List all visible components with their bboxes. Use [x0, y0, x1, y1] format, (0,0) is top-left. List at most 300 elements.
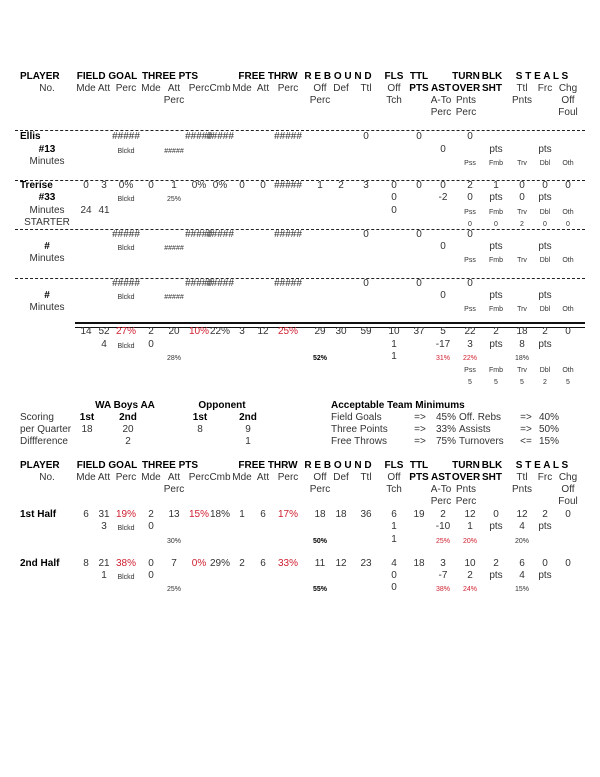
cell-to: 1 — [467, 521, 473, 532]
cell-frc: pts — [538, 192, 552, 203]
cell-ast: 38% — [435, 586, 451, 593]
cell-to: 12 — [464, 509, 476, 520]
cell-reb-off: Off — [313, 472, 327, 483]
cell-st-ttl: 8 — [519, 339, 525, 350]
cell-cmb: 18% — [209, 509, 231, 520]
cell-to-h: OVER — [451, 83, 481, 94]
cell-fg-perc: Blckd — [117, 148, 135, 155]
cell-fls: 0 — [391, 205, 397, 216]
cell-g-fg: FIELD GOAL — [76, 460, 138, 471]
cell-fg-att: 52 — [98, 326, 110, 337]
cell-reb-off: 29 — [314, 326, 326, 337]
cell-fg-att: 21 — [98, 558, 110, 569]
cell-sub: No. — [39, 472, 55, 483]
cell-reb-ttl: 3 — [363, 180, 369, 191]
difference-label: Diffference — [20, 436, 68, 447]
cell-fg-att: 3 — [101, 521, 107, 532]
cell-ast-h: AST — [431, 472, 451, 483]
cell-to: Pss — [464, 257, 476, 264]
minimum-op2: => — [520, 412, 532, 423]
cell-reb-off: 55% — [312, 586, 328, 593]
cell-to: 0 — [467, 278, 473, 289]
minimum-v2: 40% — [538, 412, 560, 423]
cell-ast-h: A-To — [430, 95, 452, 106]
cell-ft-perc: 17% — [277, 509, 299, 520]
cell-chg: Oth — [562, 367, 574, 374]
cell-to: 0 — [467, 131, 473, 142]
cell-ast: -10 — [435, 521, 451, 532]
cell-name: PLAYER — [20, 71, 60, 82]
cell-name: Ellis — [20, 131, 41, 142]
cell-to-h: TURN — [452, 460, 480, 471]
cell-frc: Dbl — [539, 367, 551, 374]
cell-fg-mde: 6 — [83, 509, 89, 520]
cell-chg: Oth — [562, 257, 574, 264]
cell-chg: Foul — [558, 107, 578, 118]
cell-ft-perc: ##### — [274, 180, 302, 191]
cell-pts: PTS — [409, 472, 429, 483]
cell-reb-def: Def — [333, 472, 349, 483]
cell-st-ttl: 0 — [519, 192, 525, 203]
minimum-op2: => — [520, 424, 532, 435]
cell-reb-def: 18 — [335, 509, 347, 520]
cell-tp-perc: Perc — [188, 472, 210, 483]
scoring-label: Scoring — [20, 412, 54, 423]
minimum-a: Field Goals — [331, 412, 382, 423]
cell-ft-att: Att — [256, 472, 270, 483]
cell-blk: Fmb — [489, 306, 503, 313]
cell-to-h: Perc — [455, 107, 477, 118]
cell-fg-perc: Blckd — [117, 574, 135, 581]
cell-to: 2 — [467, 570, 473, 581]
minimum-v2: 15% — [538, 436, 560, 447]
minimum-op2: <= — [520, 436, 532, 447]
cell-tp-perc: 15% — [188, 509, 210, 520]
cell-reb-off: Off — [313, 83, 327, 94]
cell-reb-off: 52% — [312, 355, 328, 362]
cell-fg-perc: 0% — [118, 180, 134, 191]
cell-ast: 2 — [440, 509, 446, 520]
cell-fls: 0 — [391, 192, 397, 203]
cell-tp-att: 25% — [166, 586, 182, 593]
cell-reb-ttl: 36 — [360, 509, 372, 520]
cell-to: 3 — [467, 339, 473, 350]
cell-frc: 2 — [543, 379, 547, 386]
cell-name: Trerise — [20, 180, 53, 191]
cell-name: PLAYER — [20, 460, 60, 471]
cell-reb-def: 30 — [335, 326, 347, 337]
cell-ft-mde: 2 — [239, 558, 245, 569]
cell-fg-mde: 0 — [83, 180, 89, 191]
cell-sub: Minutes — [29, 253, 65, 264]
cell-cmb: ##### — [206, 131, 234, 142]
cell-tp-mde: 0 — [148, 570, 154, 581]
minimum-v1: 45% — [435, 412, 457, 423]
minimum-a: Three Points — [331, 424, 388, 435]
cell-reb-def: 2 — [338, 180, 344, 191]
cell-tp-att: 1 — [171, 180, 177, 191]
cell-fls: 6 — [391, 509, 397, 520]
cell-blk: pts — [489, 144, 503, 155]
opp-q2: 9 — [245, 424, 251, 435]
cell-ft-mde: Mde — [232, 472, 252, 483]
cell-to: 22% — [462, 355, 478, 362]
per-quarter-label: per Quarter — [20, 424, 72, 435]
cell-fg-perc: 19% — [115, 509, 137, 520]
cell-cmb: ##### — [206, 278, 234, 289]
cell-g-st: S T E A L S — [515, 460, 569, 471]
minimum-a: Free Throws — [331, 436, 387, 447]
cell-cmb: ##### — [206, 229, 234, 240]
cell-sub: # — [44, 290, 50, 301]
cell-fls: 1 — [391, 351, 397, 362]
cell-reb-off: 50% — [312, 538, 328, 545]
cell-tp-perc: 10% — [188, 326, 210, 337]
cell-tp-att: 30% — [166, 538, 182, 545]
cell-fls: 1 — [391, 534, 397, 545]
cell-fls: 10 — [388, 326, 400, 337]
cell-ast: 31% — [435, 355, 451, 362]
team-q1-header: 1st — [79, 412, 95, 423]
cell-tp-mde: 2 — [148, 509, 154, 520]
cell-ft-att: 6 — [260, 558, 266, 569]
cell-ast: -17 — [435, 339, 451, 350]
cell-fg-perc: Blckd — [117, 196, 135, 203]
cell-tp-att: ##### — [164, 294, 184, 301]
cell-fg-perc: 27% — [115, 326, 137, 337]
cell-fg-perc: ##### — [112, 229, 140, 240]
cell-fg-perc: ##### — [112, 131, 140, 142]
cell-to-h: Pnts — [455, 484, 477, 495]
cell-g-reb: R E B O U N D — [304, 460, 372, 471]
cell-chg: 0 — [565, 509, 571, 520]
cell-chg: Off — [561, 95, 575, 106]
cell-frc: 0 — [542, 180, 548, 191]
cell-sub: STARTER — [24, 217, 70, 228]
cell-blk-h: BLK — [481, 71, 503, 82]
cell-g-tp: THREE PTS — [141, 460, 199, 471]
minimum-v1: 33% — [435, 424, 457, 435]
opp-q1-header: 1st — [192, 412, 208, 423]
cell-pts: 18 — [413, 558, 425, 569]
cell-st-ttl: 0 — [519, 180, 525, 191]
cell-to: 24% — [462, 586, 478, 593]
cell-reb-ttl: 0 — [363, 278, 369, 289]
cell-frc: Dbl — [539, 257, 551, 264]
cell-ast: -2 — [438, 192, 448, 203]
cell-blk: 2 — [493, 326, 499, 337]
cell-g-tp: THREE PTS — [141, 71, 199, 82]
cell-st-ttl: 12 — [516, 509, 528, 520]
cell-to: 20% — [462, 538, 478, 545]
cell-blk: pts — [489, 521, 503, 532]
cell-fg-mde: 8 — [83, 558, 89, 569]
cell-tp-perc: ##### — [185, 278, 213, 289]
cell-tp-mde: 2 — [148, 326, 154, 337]
cell-cmb: Cmb — [209, 83, 231, 94]
cell-tp-perc: ##### — [185, 229, 213, 240]
cell-to-h: Perc — [455, 496, 477, 507]
cell-chg: Foul — [558, 496, 578, 507]
cell-ft-mde: 0 — [239, 180, 245, 191]
cell-ast: 0 — [440, 290, 446, 301]
cell-blk: 0 — [493, 509, 499, 520]
cell-g-reb: R E B O U N D — [304, 71, 372, 82]
cell-ft-att: 0 — [260, 180, 266, 191]
cell-name: 1st Half — [20, 509, 57, 520]
cell-blk: pts — [489, 339, 503, 350]
cell-ft-perc: Perc — [277, 472, 299, 483]
cell-tp-att: Perc — [163, 484, 185, 495]
cell-to: Pss — [464, 160, 476, 167]
cell-cmb: Cmb — [209, 472, 231, 483]
cell-blk: 1 — [493, 180, 499, 191]
cell-fg-att: Att — [97, 83, 111, 94]
minimum-op1: => — [414, 424, 426, 435]
cell-to: 22 — [464, 326, 476, 337]
cell-reb-ttl: 59 — [360, 326, 372, 337]
cell-frc: Dbl — [539, 306, 551, 313]
cell-sub: Minutes — [29, 156, 65, 167]
cell-st-ttl: Ttl — [516, 472, 528, 483]
minimum-b: Off. Rebs — [459, 412, 502, 423]
cell-st-ttl: Trv — [517, 209, 527, 216]
cell-fg-perc: Perc — [115, 472, 137, 483]
cell-frc: pts — [538, 339, 552, 350]
cell-blk: Fmb — [489, 257, 503, 264]
cell-fls: 1 — [391, 339, 397, 350]
cell-blk: pts — [489, 241, 503, 252]
cell-fls: 1 — [391, 521, 397, 532]
cell-to-h: Pnts — [455, 95, 477, 106]
team-q2: 20 — [122, 424, 134, 435]
cell-reb-ttl: 0 — [363, 229, 369, 240]
cell-st-ttl: 5 — [520, 379, 524, 386]
cell-fls: Tch — [386, 95, 402, 106]
cell-g-st: S T E A L S — [515, 71, 569, 82]
cell-st-ttl: Pnts — [511, 484, 533, 495]
cell-reb-off: 1 — [317, 180, 323, 191]
cell-sub: No. — [39, 83, 55, 94]
cell-frc: pts — [538, 521, 552, 532]
cell-fls: Off — [387, 83, 401, 94]
cell-fls: 0 — [391, 582, 397, 593]
cell-frc: Frc — [537, 83, 553, 94]
cell-cmb: 29% — [209, 558, 231, 569]
cell-st-ttl: Ttl — [516, 83, 528, 94]
cell-fg-perc: ##### — [112, 278, 140, 289]
cell-to: Pss — [464, 306, 476, 313]
cell-ast: 25% — [435, 538, 451, 545]
cell-ast: -7 — [438, 570, 448, 581]
cell-chg: Oth — [562, 306, 574, 313]
cell-tp-att: 28% — [166, 355, 182, 362]
cell-fls: 4 — [391, 558, 397, 569]
cell-blk: pts — [489, 192, 503, 203]
cell-ast: 0 — [440, 144, 446, 155]
cell-st-ttl: 18 — [516, 326, 528, 337]
cell-tp-mde: 0 — [148, 521, 154, 532]
cell-frc: pts — [538, 570, 552, 581]
cell-chg: Oth — [562, 160, 574, 167]
cell-ast: 0 — [440, 180, 446, 191]
cell-blk: Fmb — [489, 367, 503, 374]
cell-fg-att: 1 — [101, 570, 107, 581]
minimum-b: Turnovers — [459, 436, 504, 447]
cell-frc: Dbl — [539, 209, 551, 216]
minimum-v1: 75% — [435, 436, 457, 447]
cell-chg: Chg — [558, 83, 578, 94]
cell-ft-mde: Mde — [232, 83, 252, 94]
cell-ast-h: AST — [431, 83, 451, 94]
cell-tp-mde: 0 — [148, 339, 154, 350]
cell-ft-att: 6 — [260, 509, 266, 520]
cell-st-ttl: 15% — [514, 586, 530, 593]
cell-to: 2 — [467, 180, 473, 191]
cell-fg-mde: Mde — [76, 472, 96, 483]
cell-tp-perc: 0% — [191, 180, 207, 191]
cell-tp-att: ##### — [164, 148, 184, 155]
cell-to-h: OVER — [451, 472, 481, 483]
cell-blk: Fmb — [489, 160, 503, 167]
cell-to: 0 — [467, 192, 473, 203]
cell-ast: 3 — [440, 558, 446, 569]
cell-to: 5 — [468, 379, 472, 386]
cell-st-ttl: 20% — [514, 538, 530, 545]
cell-chg: 5 — [566, 379, 570, 386]
cell-tp-perc: Perc — [188, 83, 210, 94]
cell-tp-mde: Mde — [141, 472, 161, 483]
cell-tp-perc: ##### — [185, 131, 213, 142]
cell-tp-att: 13 — [168, 509, 180, 520]
cell-ast: 5 — [440, 326, 446, 337]
cell-st-ttl: 18% — [514, 355, 530, 362]
cell-fg-perc: Perc — [115, 83, 137, 94]
cell-reb-ttl: Ttl — [360, 472, 372, 483]
cell-reb-def: Def — [333, 83, 349, 94]
cell-st-ttl: Trv — [517, 367, 527, 374]
cell-fls: 0 — [391, 570, 397, 581]
cell-st-ttl: Trv — [517, 160, 527, 167]
cell-tp-att: Perc — [163, 95, 185, 106]
cell-name: 2nd Half — [20, 558, 60, 569]
cell-fg-perc: Blckd — [117, 294, 135, 301]
cell-g-ft: FREE THRW — [238, 71, 298, 82]
cell-st-ttl: 4 — [519, 570, 525, 581]
cell-tp-att: 25% — [166, 196, 182, 203]
cell-chg: 0 — [565, 326, 571, 337]
cell-reb-ttl: 23 — [360, 558, 372, 569]
cell-tp-att: 7 — [171, 558, 177, 569]
minimums-title: Acceptable Team Minimums — [331, 400, 465, 411]
cell-st-ttl: Trv — [517, 257, 527, 264]
cell-tp-perc: 0% — [191, 558, 207, 569]
cell-to: Pss — [464, 367, 476, 374]
cell-blk-h: BLK — [481, 460, 503, 471]
team-q1: 18 — [81, 424, 93, 435]
cell-fg-mde: 14 — [80, 326, 92, 337]
cell-tp-att: ##### — [164, 245, 184, 252]
cell-frc: 0 — [543, 221, 547, 228]
cell-pts: 0 — [416, 229, 422, 240]
cell-fls: Off — [387, 472, 401, 483]
cell-to: 0 — [467, 229, 473, 240]
cell-fg-att: 4 — [101, 339, 107, 350]
cell-frc: Frc — [537, 472, 553, 483]
team-q2-header: 2nd — [119, 412, 137, 423]
cell-blk-h: SHT — [482, 472, 502, 483]
cell-fg-perc: Blckd — [117, 245, 135, 252]
cell-ft-perc: Perc — [277, 83, 299, 94]
cell-fg-perc: Blckd — [117, 343, 135, 350]
cell-fls: 0 — [391, 180, 397, 191]
team-name: WA Boys AA — [95, 400, 155, 411]
cell-ast-h: Perc — [430, 107, 452, 118]
cell-chg: 0 — [566, 221, 570, 228]
minimum-op1: => — [414, 436, 426, 447]
cell-reb-def: 12 — [335, 558, 347, 569]
cell-fg-att: 3 — [101, 180, 107, 191]
cell-blk: Fmb — [489, 209, 503, 216]
team-diff: 2 — [125, 436, 131, 447]
cell-fg-perc: Blckd — [117, 525, 135, 532]
cell-chg: 0 — [565, 180, 571, 191]
cell-to: 10 — [464, 558, 476, 569]
cell-ft-perc: ##### — [274, 131, 302, 142]
minimum-v2: 50% — [538, 424, 560, 435]
cell-sub: #33 — [38, 192, 56, 203]
cell-chg: Off — [561, 484, 575, 495]
cell-ft-perc: ##### — [274, 229, 302, 240]
cell-fg-att: 31 — [98, 509, 110, 520]
minimum-op1: => — [414, 412, 426, 423]
cell-tp-mde: 0 — [148, 180, 154, 191]
cell-tp-att: Att — [167, 472, 181, 483]
cell-blk: 5 — [494, 379, 498, 386]
cell-ast-h: Perc — [430, 496, 452, 507]
cell-tp-att: Att — [167, 83, 181, 94]
cell-frc: 2 — [542, 509, 548, 520]
minimum-b: Assists — [459, 424, 491, 435]
cell-pts: 0 — [416, 180, 422, 191]
cell-g-fg: FIELD GOAL — [76, 71, 138, 82]
cell-reb-off: 18 — [314, 509, 326, 520]
cell-fg-mde: 24 — [80, 205, 92, 216]
cell-ft-mde: 1 — [239, 509, 245, 520]
cell-reb-off: Perc — [309, 95, 331, 106]
cell-fls: Tch — [386, 484, 402, 495]
cell-st-ttl: 4 — [519, 521, 525, 532]
cell-st-ttl: 6 — [519, 558, 525, 569]
cell-chg: Oth — [562, 209, 574, 216]
cell-pts: 19 — [413, 509, 425, 520]
cell-sub: # — [44, 241, 50, 252]
opp-diff: 1 — [245, 436, 251, 447]
cell-pts: 0 — [416, 278, 422, 289]
cell-reb-ttl: Ttl — [360, 83, 372, 94]
cell-reb-off: 11 — [314, 558, 326, 569]
cell-ast-h: A-To — [430, 484, 452, 495]
cell-to: 0 — [468, 221, 472, 228]
cell-pts: 0 — [416, 131, 422, 142]
opponent-name: Opponent — [198, 400, 246, 411]
cell-to-h: TURN — [452, 71, 480, 82]
cell-ft-perc: 25% — [277, 326, 299, 337]
cell-ast: 0 — [440, 241, 446, 252]
cell-fg-perc: 38% — [115, 558, 137, 569]
cell-frc: pts — [538, 290, 552, 301]
cell-sub: #13 — [38, 144, 56, 155]
